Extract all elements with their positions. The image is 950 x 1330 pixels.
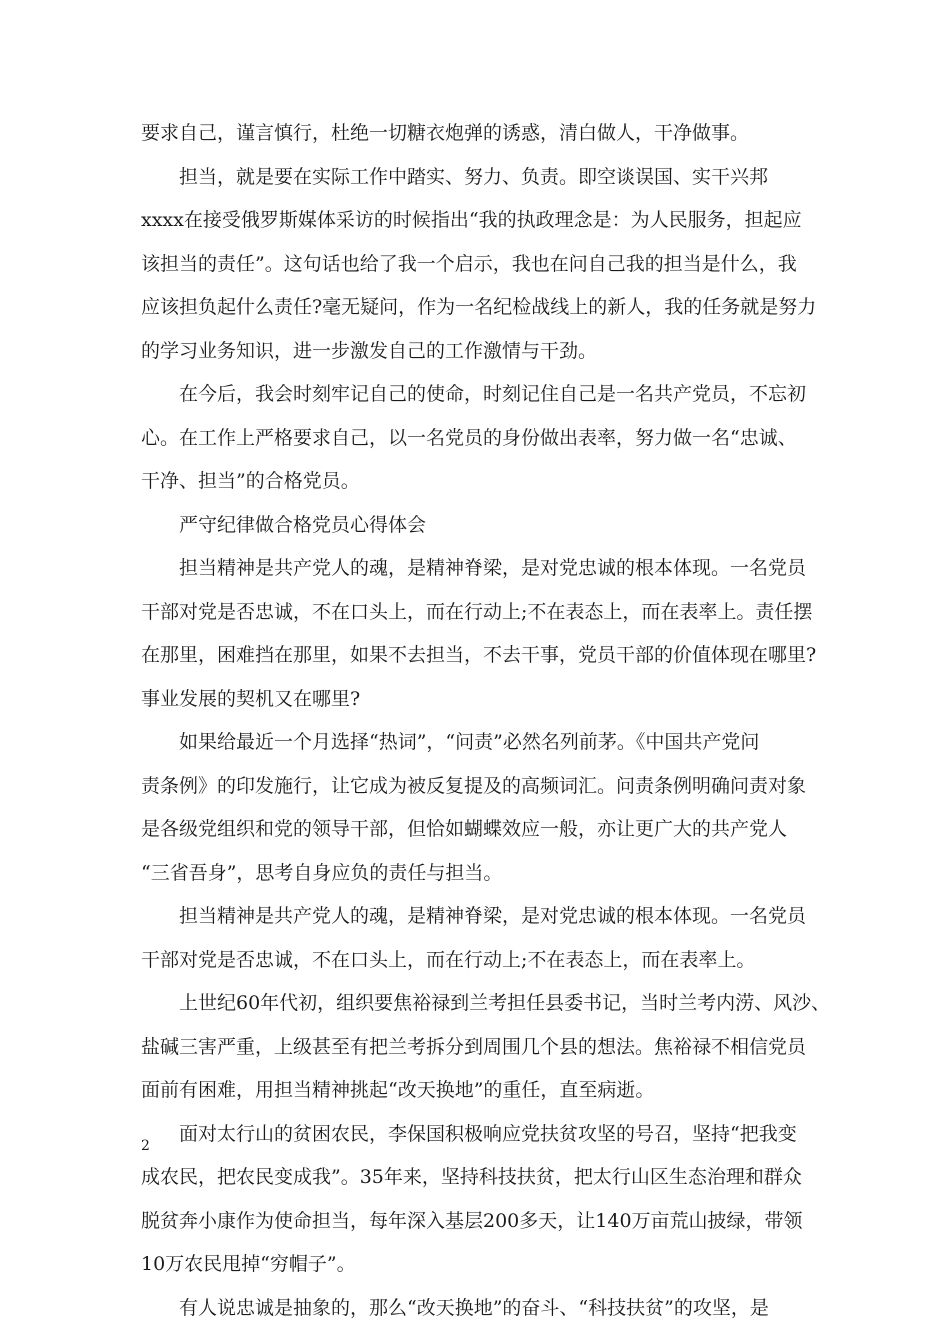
text-line: 责条例》的印发施行，让它成为被反复提及的高频词汇。问责条例明确问责对象 bbox=[141, 765, 821, 809]
text-line: 担当精神是共产党人的魂，是精神脊梁，是对党忠诚的根本体现。一名党员 bbox=[141, 547, 821, 591]
text-line: 脱贫奔小康作为使命担当，每年深入基层200多天，让140万亩荒山披绿，带领 bbox=[141, 1200, 821, 1244]
text-line: 上世纪60年代初，组织要焦裕禄到兰考担任县委书记，当时兰考内涝、风沙、 bbox=[141, 982, 821, 1026]
text-line: 严守纪律做合格党员心得体会 bbox=[141, 504, 821, 548]
text-line: xxxx在接受俄罗斯媒体采访的时候指出“我的执政理念是：为人民服务，担起应 bbox=[141, 199, 821, 243]
text-line: 事业发展的契机又在哪里? bbox=[141, 678, 821, 722]
text-line: 是各级党组织和党的领导干部，但恰如蝴蝶效应一般，亦让更广大的共产党人 bbox=[141, 808, 821, 852]
page-number: 2 bbox=[141, 1138, 150, 1154]
text-line: 心。在工作上严格要求自己，以一名党员的身份做出表率，努力做一名“忠诚、 bbox=[141, 417, 821, 461]
text-line: 成农民，把农民变成我”。35年来，坚持科技扶贫，把太行山区生态治理和群众 bbox=[141, 1156, 821, 1200]
text-line: 该担当的责任”。这句话也给了我一个启示，我也在问自己我的担当是什么，我 bbox=[141, 243, 821, 287]
text-line: “三省吾身”，思考自身应负的责任与担当。 bbox=[141, 852, 821, 896]
text-line: 的学习业务知识，进一步激发自己的工作激情与干劲。 bbox=[141, 330, 821, 374]
text-line: 如果给最近一个月选择“热词”，“问责”必然名列前茅。《中国共产党问 bbox=[141, 721, 821, 765]
text-line: 盐碱三害严重，上级甚至有把兰考拆分到周围几个县的想法。焦裕禄不相信党员 bbox=[141, 1026, 821, 1070]
text-line: 10万农民甩掉“穷帽子”。 bbox=[141, 1243, 821, 1287]
text-line: 在今后，我会时刻牢记自己的使命，时刻记住自己是一名共产党员，不忘初 bbox=[141, 373, 821, 417]
text-line: 担当，就是要在实际工作中踏实、努力、负责。即空谈误国、实干兴邦 bbox=[141, 156, 821, 200]
text-line: 面对太行山的贫困农民，李保国积极响应党扶贫攻坚的号召，坚持“把我变 bbox=[141, 1113, 821, 1157]
text-line: 应该担负起什么责任?毫无疑问，作为一名纪检战线上的新人，我的任务就是努力 bbox=[141, 286, 821, 330]
text-line: 干部对党是否忠诚，不在口头上，而在行动上;不在表态上，而在表率上。 bbox=[141, 939, 821, 983]
text-line: 担当精神是共产党人的魂，是精神脊梁，是对党忠诚的根本体现。一名党员 bbox=[141, 895, 821, 939]
text-line: 要求自己，谨言慎行，杜绝一切糖衣炮弹的诱惑，清白做人，干净做事。 bbox=[141, 112, 821, 156]
text-line: 在那里，困难挡在那里，如果不去担当，不去干事，党员干部的价值体现在哪里? bbox=[141, 634, 821, 678]
text-line: 干部对党是否忠诚，不在口头上，而在行动上;不在表态上，而在表率上。责任摆 bbox=[141, 591, 821, 635]
text-line: 有人说忠诚是抽象的，那么“改天换地”的奋斗、“科技扶贫”的攻坚，是 bbox=[141, 1287, 821, 1330]
text-line: 面前有困难，用担当精神挑起“改天换地”的重任，直至病逝。 bbox=[141, 1069, 821, 1113]
document-body bbox=[141, 112, 821, 1330]
text-line: 干净、担当”的合格党员。 bbox=[141, 460, 821, 504]
